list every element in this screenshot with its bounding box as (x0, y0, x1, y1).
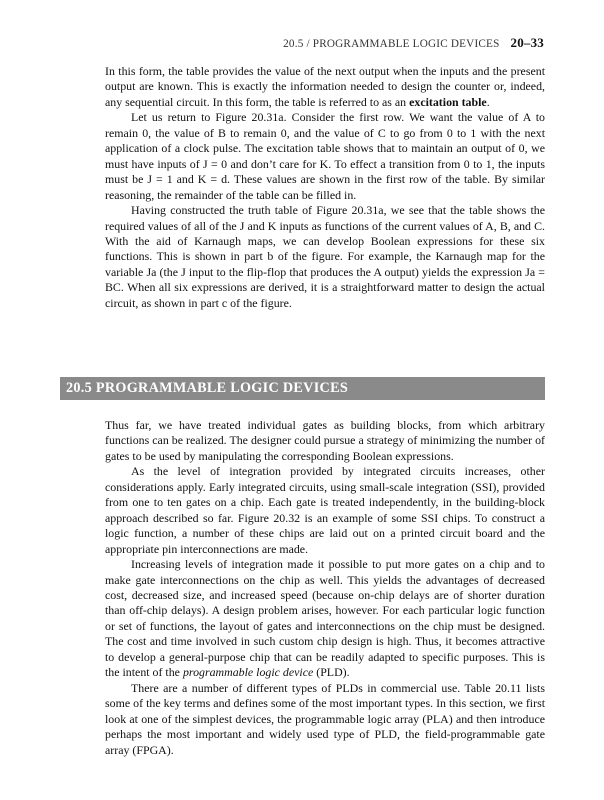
paragraph-figure-return: Let us return to Figure 20.31a. Consider the first row. We want the value of A to remain 0, the value of B to remain 0, and the value of C to go from 0 to 1 with the next application of a clock pulse. The excitation table shows that to maintain an output of 0, we must have inputs of J = 0 and don’t care for K. To effect a transition from 0 to 1, the inputs must be J = 1 and K = d. These values are shown in the first row of the table. By similar reasoning, the remainder of the table can be filled in. (105, 110, 545, 202)
italic-term-pld: programmable logic device (182, 665, 314, 680)
section-heading: 20.5 PROGRAMMABLE LOGIC DEVICES (66, 380, 349, 396)
running-head-section: 20.5 / PROGRAMMABLE LOGIC DEVICES (283, 38, 500, 50)
paragraph-text: In this form, the table provides the value of the next output when the inputs and the present output are known. This is exactly the information needed to design the counter or, indeed, any sequential circuit. In this form, the table is referred to as an (105, 64, 545, 109)
paragraph-integration-levels: As the level of integration provided by integrated circuits increases, other considerations apply. Early integrated circuits, using small-scale integration (SSI), provided from one to ten gates on a chip. Each gate is treated independently, in the building-block approach described so far. Figure 20.32 is an example of some SSI chips. To construct a logic function, a number of these chips are laid out on a printed circuit board and the appropriate pin interconnections are made. (105, 464, 545, 556)
top-text-block (105, 64, 545, 311)
paragraph-end: (PLD). (313, 665, 350, 680)
page-number: 20–33 (510, 35, 544, 50)
paragraph-pld-intro (105, 557, 545, 681)
paragraph-building-blocks: Thus far, we have treated individual gates as building blocks, from which arbitrary functions can be realized. The designer could pursue a strategy of minimizing the number of gates to be used by manipulating the corresponding Boolean expressions. (105, 418, 545, 463)
running-head (283, 35, 544, 51)
paragraph-karnaugh-maps: Having constructed the truth table of Figure 20.31a, we see that the table shows the required values of all of the J and K inputs as functions of the current values of A, B, and C. With the aid of Karnaugh maps, we can develop Boolean expressions for these six functions. This is shown in part b of the figure. For example, the Karnaugh map for the variable Ja (the J input to the flip-flop that produces the A output) yields the expression Ja = BC. When all six expressions are derived, it is a straightforward matter to design the actual circuit, as shown in part c of the figure. (105, 203, 545, 310)
bottom-text-block (105, 418, 545, 758)
paragraph-text: Increasing levels of integration made it possible to put more gates on a chip and to make gate interconnections on the chip as well. This yields the advantages of decreased cost, decreased size, and increased speed (because on-chip delays are of shorter duration than off-chip delays). A design problem arises, however. For each particular logic function or set of functions, the layout of gates and interconnections on the chip must be designed. The cost and time involved in such custom chip design is high. Thus, it becomes attractive to develop a general-purpose chip that can be readily adapted to specific purposes. This is the intent of the (105, 557, 545, 680)
paragraph-excitation-table (105, 64, 545, 110)
section-heading-bar (60, 377, 545, 400)
paragraph-pld-types: There are a number of different types of PLDs in commercial use. Table 20.11 lists some of the key terms and defines some of the most important types. In this section, we first look at one of the simplest devices, the programmable logic array (PLA) and then introduce perhaps the most important and widely used type of PLD, the field-programmable gate array (FPGA). (105, 680, 545, 757)
bold-term-excitation-table: excitation table (409, 94, 487, 109)
paragraph-end: . (486, 94, 490, 109)
